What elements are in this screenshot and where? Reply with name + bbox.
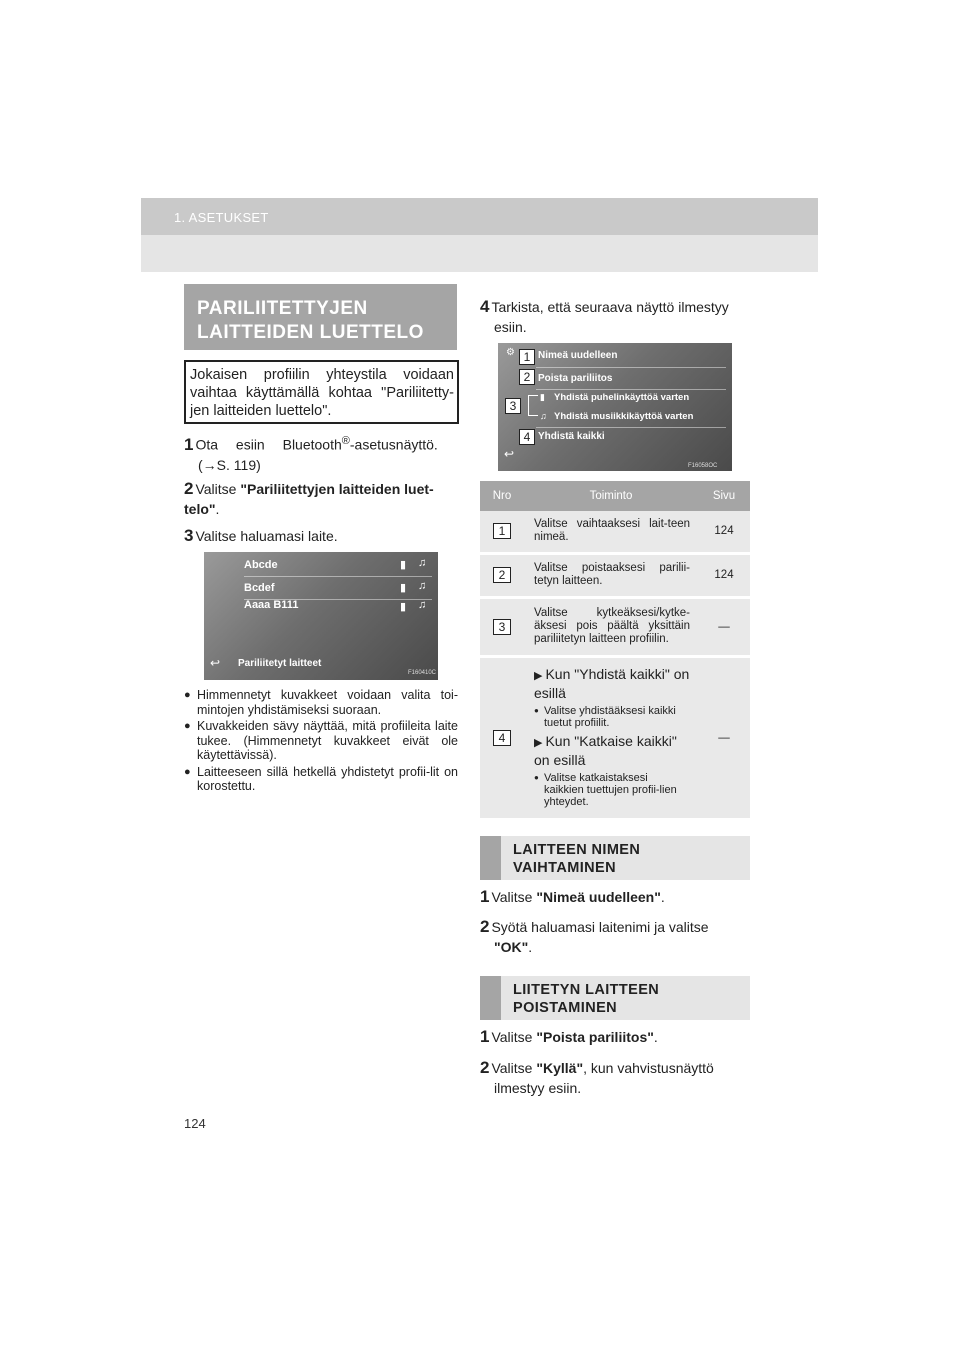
callout-marker: 4 bbox=[519, 429, 535, 445]
settings-icon: ⚙ bbox=[506, 347, 515, 358]
step-text-tail: . bbox=[528, 939, 533, 955]
screen-footer-label: Pariliitetyt laitteet bbox=[238, 658, 322, 669]
figure-code: F160410C bbox=[408, 670, 437, 676]
row-number: 2 bbox=[493, 567, 511, 583]
callout-marker: 2 bbox=[519, 369, 535, 385]
step-text-cont: esiin. bbox=[494, 319, 527, 335]
back-arrow-icon: ↩ bbox=[504, 447, 515, 461]
back-arrow-icon: ↩ bbox=[210, 656, 221, 670]
step-text: Valitse bbox=[491, 1060, 537, 1076]
page-number: 124 bbox=[184, 1116, 206, 1131]
table-row bbox=[480, 511, 750, 553]
option-row-label: Yhdistä kaikki bbox=[538, 431, 605, 442]
row-divider bbox=[536, 367, 726, 368]
phone-icon: ▮ bbox=[400, 582, 407, 594]
subsection-title-remove bbox=[480, 976, 750, 1020]
music-note-icon: ♫ bbox=[418, 599, 427, 611]
condition-note: ● Valitse yhdistääksesi kaikki tuetut profiilit. bbox=[534, 705, 690, 729]
step-text: Valitse bbox=[491, 889, 537, 905]
subsection-title-text: LIITETYN LAITTEEN POISTAMINEN bbox=[513, 982, 660, 1016]
triangle-bullet-icon: ▶ bbox=[534, 736, 543, 749]
condition-note: ● Valitse katkaistaksesi kaikkien tuettujen profii-lien yhteydet. bbox=[534, 772, 690, 808]
phone-icon: ▮ bbox=[400, 601, 407, 613]
row-number: 3 bbox=[493, 619, 511, 635]
phone-icon: ▮ bbox=[540, 392, 545, 402]
option-row-label: Yhdistä puhelinkäyttöä varten bbox=[554, 392, 690, 403]
step-option: "Pariliitettyjen laitteiden luet-telo" bbox=[184, 481, 434, 517]
column-header-toiminto: Toiminto bbox=[524, 481, 698, 511]
device-row-label: Abcde bbox=[244, 559, 278, 571]
bullet-list bbox=[184, 688, 458, 796]
rename-step-2 bbox=[480, 917, 752, 957]
row-page: — bbox=[698, 656, 750, 819]
header-band bbox=[141, 198, 818, 272]
step-text: Valitse bbox=[491, 1029, 537, 1045]
step-text: Valitse haluamasi laite. bbox=[195, 528, 338, 544]
music-note-icon: ♫ bbox=[418, 557, 427, 569]
row-page[interactable]: 124 bbox=[698, 553, 750, 597]
row-number: 4 bbox=[493, 730, 511, 746]
step-option: "Nimeä uudelleen" bbox=[536, 889, 661, 905]
music-note-icon: ♫ bbox=[418, 580, 427, 592]
step-number: 2 bbox=[184, 479, 194, 498]
step-3 bbox=[184, 526, 458, 546]
subsection-title-text: LAITTEEN NIMEN VAIHTAMINEN bbox=[513, 842, 641, 876]
condition-heading: ▶ Kun "Yhdistä kaikki" on esillä bbox=[534, 665, 690, 701]
subsection-title-rename bbox=[480, 836, 750, 880]
bullet-item: ● Himmennetyt kuvakkeet voidaan valita toi-mintojen yhdistämiseksi suoraan. bbox=[184, 688, 458, 717]
row-divider bbox=[536, 427, 726, 428]
callout-bracket bbox=[528, 395, 529, 415]
row-number: 1 bbox=[493, 523, 511, 539]
intro-text: Jokaisen profiilin yhteystila voidaan vaihtaa käyttämällä kohtaa "Pariliitetty-jen laitteiden luettelo". bbox=[190, 367, 454, 419]
step-number: 4 bbox=[480, 297, 490, 316]
step-number: 1 bbox=[480, 1027, 490, 1046]
step-number: 2 bbox=[480, 1058, 490, 1077]
section-title bbox=[184, 284, 457, 350]
step-text-tail: -asetusnäyttö. bbox=[349, 436, 438, 453]
step-text-tail: . bbox=[215, 501, 220, 517]
step-number: 2 bbox=[480, 917, 490, 936]
device-row-label: Aaaa B111 bbox=[244, 599, 299, 611]
subsection-bar bbox=[480, 836, 501, 880]
music-note-icon: ♫ bbox=[540, 411, 547, 421]
phone-icon: ▮ bbox=[400, 559, 407, 571]
row-page[interactable]: 124 bbox=[698, 511, 750, 553]
step-text-tail: , kun vahvistusnäyttö bbox=[583, 1060, 714, 1076]
step-option: "Kyllä" bbox=[536, 1060, 584, 1076]
condition-heading: ▶ Kun "Katkaise kaikki" on esillä bbox=[534, 732, 677, 768]
table-row bbox=[480, 553, 750, 597]
step-number: 1 bbox=[480, 887, 490, 906]
step-number: 1 bbox=[184, 434, 194, 454]
step-1 bbox=[184, 431, 458, 475]
step-text-cont: ilmestyy esiin. bbox=[494, 1080, 582, 1096]
table-row bbox=[480, 597, 750, 656]
device-row-label: Bcdef bbox=[244, 582, 275, 594]
function-table bbox=[480, 481, 750, 821]
section-label: 1. ASETUKSET bbox=[174, 210, 269, 225]
remove-step-2 bbox=[480, 1058, 752, 1098]
callout-marker: 3 bbox=[505, 398, 521, 414]
callout-bracket bbox=[528, 395, 538, 396]
callout-bracket bbox=[528, 415, 538, 416]
step-4 bbox=[480, 297, 752, 337]
row-page: — bbox=[698, 597, 750, 656]
step-text-tail: . bbox=[653, 1029, 658, 1045]
step-text: Valitse bbox=[195, 481, 241, 497]
step-option: "OK" bbox=[494, 939, 529, 955]
remove-step-1 bbox=[480, 1027, 752, 1047]
section-title-text: PARILIITETTYJEN LAITTEIDEN LUETTELO bbox=[197, 298, 424, 343]
step-text: Ota esiin Bluetooth bbox=[195, 436, 342, 453]
column-header-nro: Nro bbox=[480, 481, 524, 511]
step-2 bbox=[184, 479, 462, 519]
rename-step-1 bbox=[480, 887, 752, 907]
column-header-sivu: Sivu bbox=[698, 481, 750, 511]
subsection-bar bbox=[480, 976, 501, 1020]
page-reference[interactable]: (→S. 119) bbox=[198, 456, 261, 473]
device-list-screenshot bbox=[204, 552, 438, 680]
step-option: "Poista pariliitos" bbox=[536, 1029, 654, 1045]
option-row-label: Nimeä uudelleen bbox=[538, 350, 618, 361]
row-description: Valitse poistaaksesi parilii-tetyn laitteen. bbox=[534, 562, 690, 587]
table-row bbox=[480, 656, 750, 819]
step-number: 3 bbox=[184, 526, 194, 545]
step-text-tail: . bbox=[660, 889, 665, 905]
intro-box bbox=[184, 360, 459, 424]
row-description: Valitse kytkeäksesi/kytke-äksesi pois päältä yksittäin pariliitetyn laitteen profiilin. bbox=[534, 607, 690, 645]
row-description: Valitse vaihtaaksesi lait-teen nimeä. bbox=[534, 518, 690, 544]
callout-marker: 1 bbox=[519, 349, 535, 365]
triangle-bullet-icon: ▶ bbox=[534, 669, 543, 682]
step-text: Syötä haluamasi laitenimi ja valitse bbox=[491, 919, 709, 935]
step-text: Tarkista, että seuraava näyttö ilmestyy bbox=[491, 299, 729, 315]
registered-mark: ® bbox=[341, 435, 350, 447]
row-divider bbox=[244, 576, 432, 577]
bullet-item: ● Laitteeseen sillä hetkellä yhdistetyt profii-lit on korostettu. bbox=[184, 765, 458, 794]
figure-code: F16058OC bbox=[688, 463, 718, 469]
option-row-label: Poista pariliitos bbox=[538, 373, 613, 384]
option-row-label: Yhdistä musiikkikäyttöä varten bbox=[554, 411, 694, 422]
row-divider bbox=[536, 389, 726, 390]
device-options-screenshot bbox=[498, 343, 732, 471]
bullet-item: ● Kuvakkeiden sävy näyttää, mitä profiileita laite tukee. (Himmennetyt kuvakkeet eivät ole käytettävissä). bbox=[184, 719, 458, 763]
